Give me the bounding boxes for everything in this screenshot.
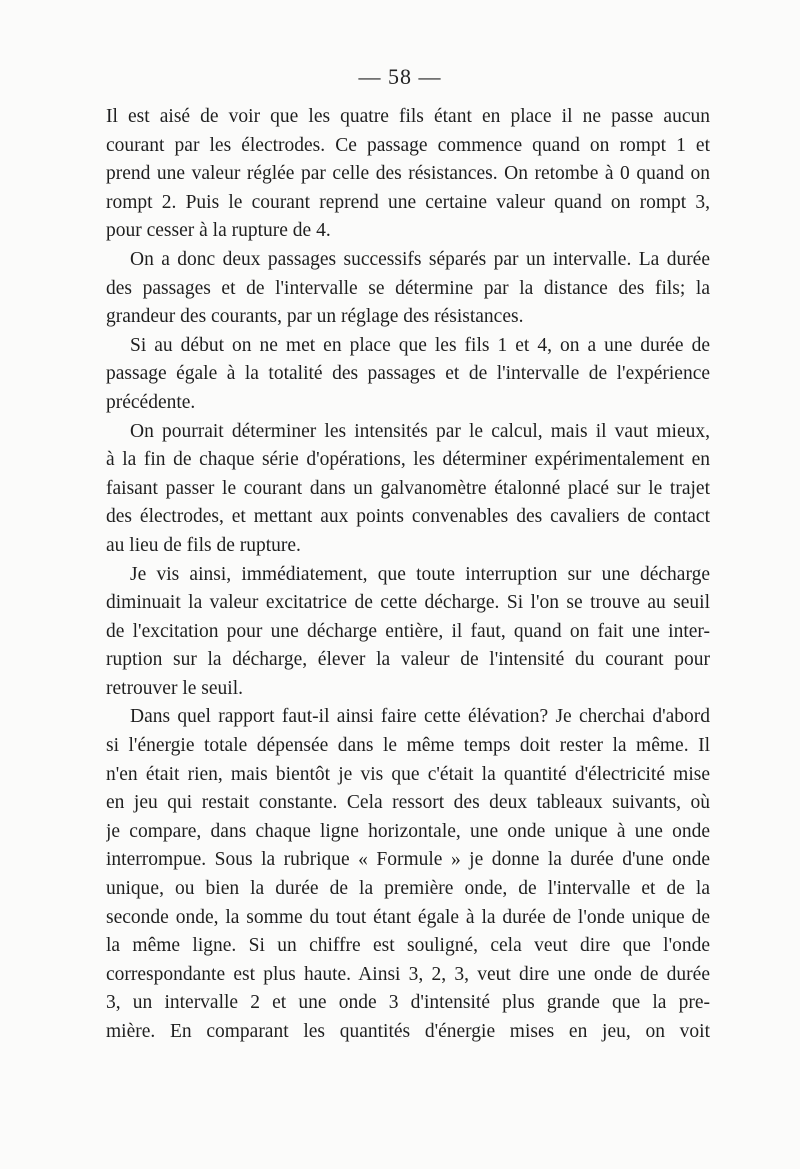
text-line: courant par les électrodes. Ce passage commence quand on rompt 1 et — [106, 134, 710, 156]
text-line: au lieu de fils de rupture. — [106, 534, 301, 556]
text-line: précédente. — [106, 391, 196, 413]
text-line: On pourrait déterminer les intensités par le calcul, mais il vaut mieux, — [130, 420, 710, 442]
text-line: grandeur des courants, par un réglage des résistances. — [106, 306, 524, 328]
text-line: Si au début on ne met en place que les fils 1 et 4, on a une durée de — [130, 334, 710, 356]
text-line: faisant passer le courant dans un galvanomètre étalonné placé sur le trajet — [106, 477, 710, 499]
text-line: je compare, dans chaque ligne horizontale, une onde unique à une onde — [106, 820, 710, 842]
text-line: la même ligne. Si un chiffre est souligné, cela veut dire que l'onde — [106, 935, 710, 957]
text-line: n'en était rien, mais bientôt je vis que c'était la quantité d'électricité mise — [106, 763, 710, 785]
text-line: Dans quel rapport faut-il ainsi faire cette élévation? Je cherchai d'abord — [130, 706, 710, 728]
text-line: retrouver le seuil. — [106, 677, 243, 699]
text-line: pour cesser à la rupture de 4. — [106, 220, 331, 242]
text-line: ruption sur la décharge, élever la valeur de l'intensité du courant pour — [106, 649, 710, 671]
text-line: diminuait la valeur excitatrice de cette décharge. Si l'on se trouve au seuil — [106, 592, 710, 614]
text-line: Je vis ainsi, immédiatement, que toute interruption sur une décharge — [130, 563, 710, 585]
text-line: en jeu qui restait constante. Cela ressort des deux tableaux suivants, où — [106, 792, 710, 814]
text-line: des passages et de l'intervalle se détermine par la distance des fils; la — [106, 277, 710, 299]
text-line: correspondante est plus haute. Ainsi 3, 2, 3, veut dire une onde de durée — [106, 963, 710, 985]
text-line: 3, un intervalle 2 et une onde 3 d'intensité plus grande que la pre- — [106, 992, 710, 1014]
text-line: unique, ou bien la durée de la première onde, de l'intervalle et de la — [106, 878, 710, 900]
text-line: prend une valeur réglée par celle des résistances. On retombe à 0 quand on — [106, 163, 710, 185]
text-line: des électrodes, et mettant aux points convenables des cavaliers de contact — [106, 506, 710, 528]
text-line: à la fin de chaque série d'opérations, les déterminer expérimentalement en — [106, 449, 710, 471]
text-line: interrompue. Sous la rubrique « Formule » je donne la durée d'une onde — [106, 849, 710, 871]
text-line: seconde onde, la somme du tout étant égale à la durée de l'onde unique de — [106, 906, 710, 928]
text-line: si l'énergie totale dépensée dans le même temps doit rester la même. Il — [106, 735, 710, 757]
text-line: de l'excitation pour une décharge entière, il faut, quand on fait une inter- — [106, 620, 710, 642]
text-line: Il est aisé de voir que les quatre fils étant en place il ne passe aucun — [106, 106, 710, 127]
text-line: mière. En comparant les quantités d'énergie mises en jeu, on voit — [106, 1021, 710, 1042]
page-number: — 58 — — [358, 64, 442, 89]
text-line: rompt 2. Puis le courant reprend une certaine valeur quand on rompt 3, — [106, 191, 710, 213]
text-line: On a donc deux passages successifs séparés par un intervalle. La durée — [130, 248, 710, 270]
body-text — [106, 103, 710, 1047]
text-line: passage égale à la totalité des passages et de l'intervalle de l'expérience — [106, 363, 710, 385]
